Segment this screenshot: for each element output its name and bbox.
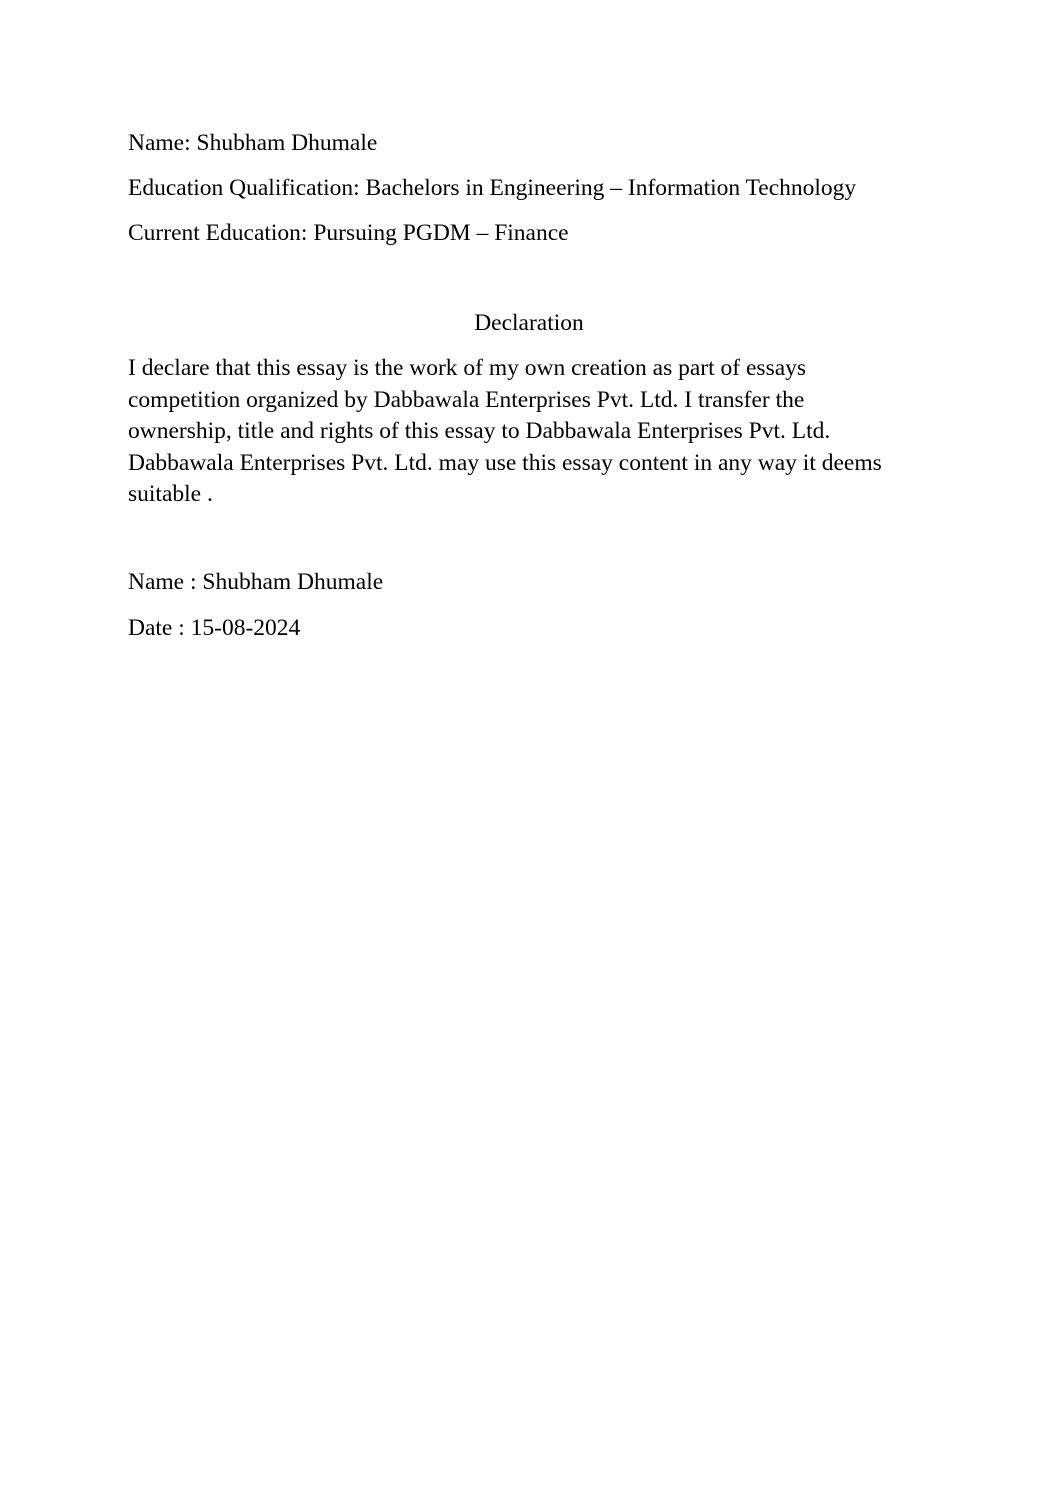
signature-name: Name : Shubham Dhumale: [128, 569, 384, 595]
declaration-title: Declaration: [474, 310, 584, 336]
declaration-body: [128, 353, 882, 511]
declaration-body-line: suitable .: [128, 481, 213, 507]
signature-date: Date : 15-08-2024: [128, 615, 301, 641]
current-education: Current Education: Pursuing PGDM – Finance: [128, 220, 569, 246]
declaration-heading-row: [0, 308, 1058, 339]
declaration-body-line: Dabbawala Enterprises Pvt. Ltd. may use this essay content in any way it deems: [128, 449, 882, 476]
applicant-name: Name: Shubham Dhumale: [128, 130, 378, 156]
declaration-body-line: ownership, title and rights of this essay to Dabbawala Enterprises Pvt. Ltd.: [128, 418, 831, 444]
education-qualification: Education Qualification: Bachelors in Engineering – Information Technology: [128, 175, 857, 201]
declaration-body-line: competition organized by Dabbawala Enterprises Pvt. Ltd. I transfer the: [128, 386, 805, 413]
declaration-body-line: I declare that this essay is the work of my own creation as part of essays: [128, 355, 807, 381]
